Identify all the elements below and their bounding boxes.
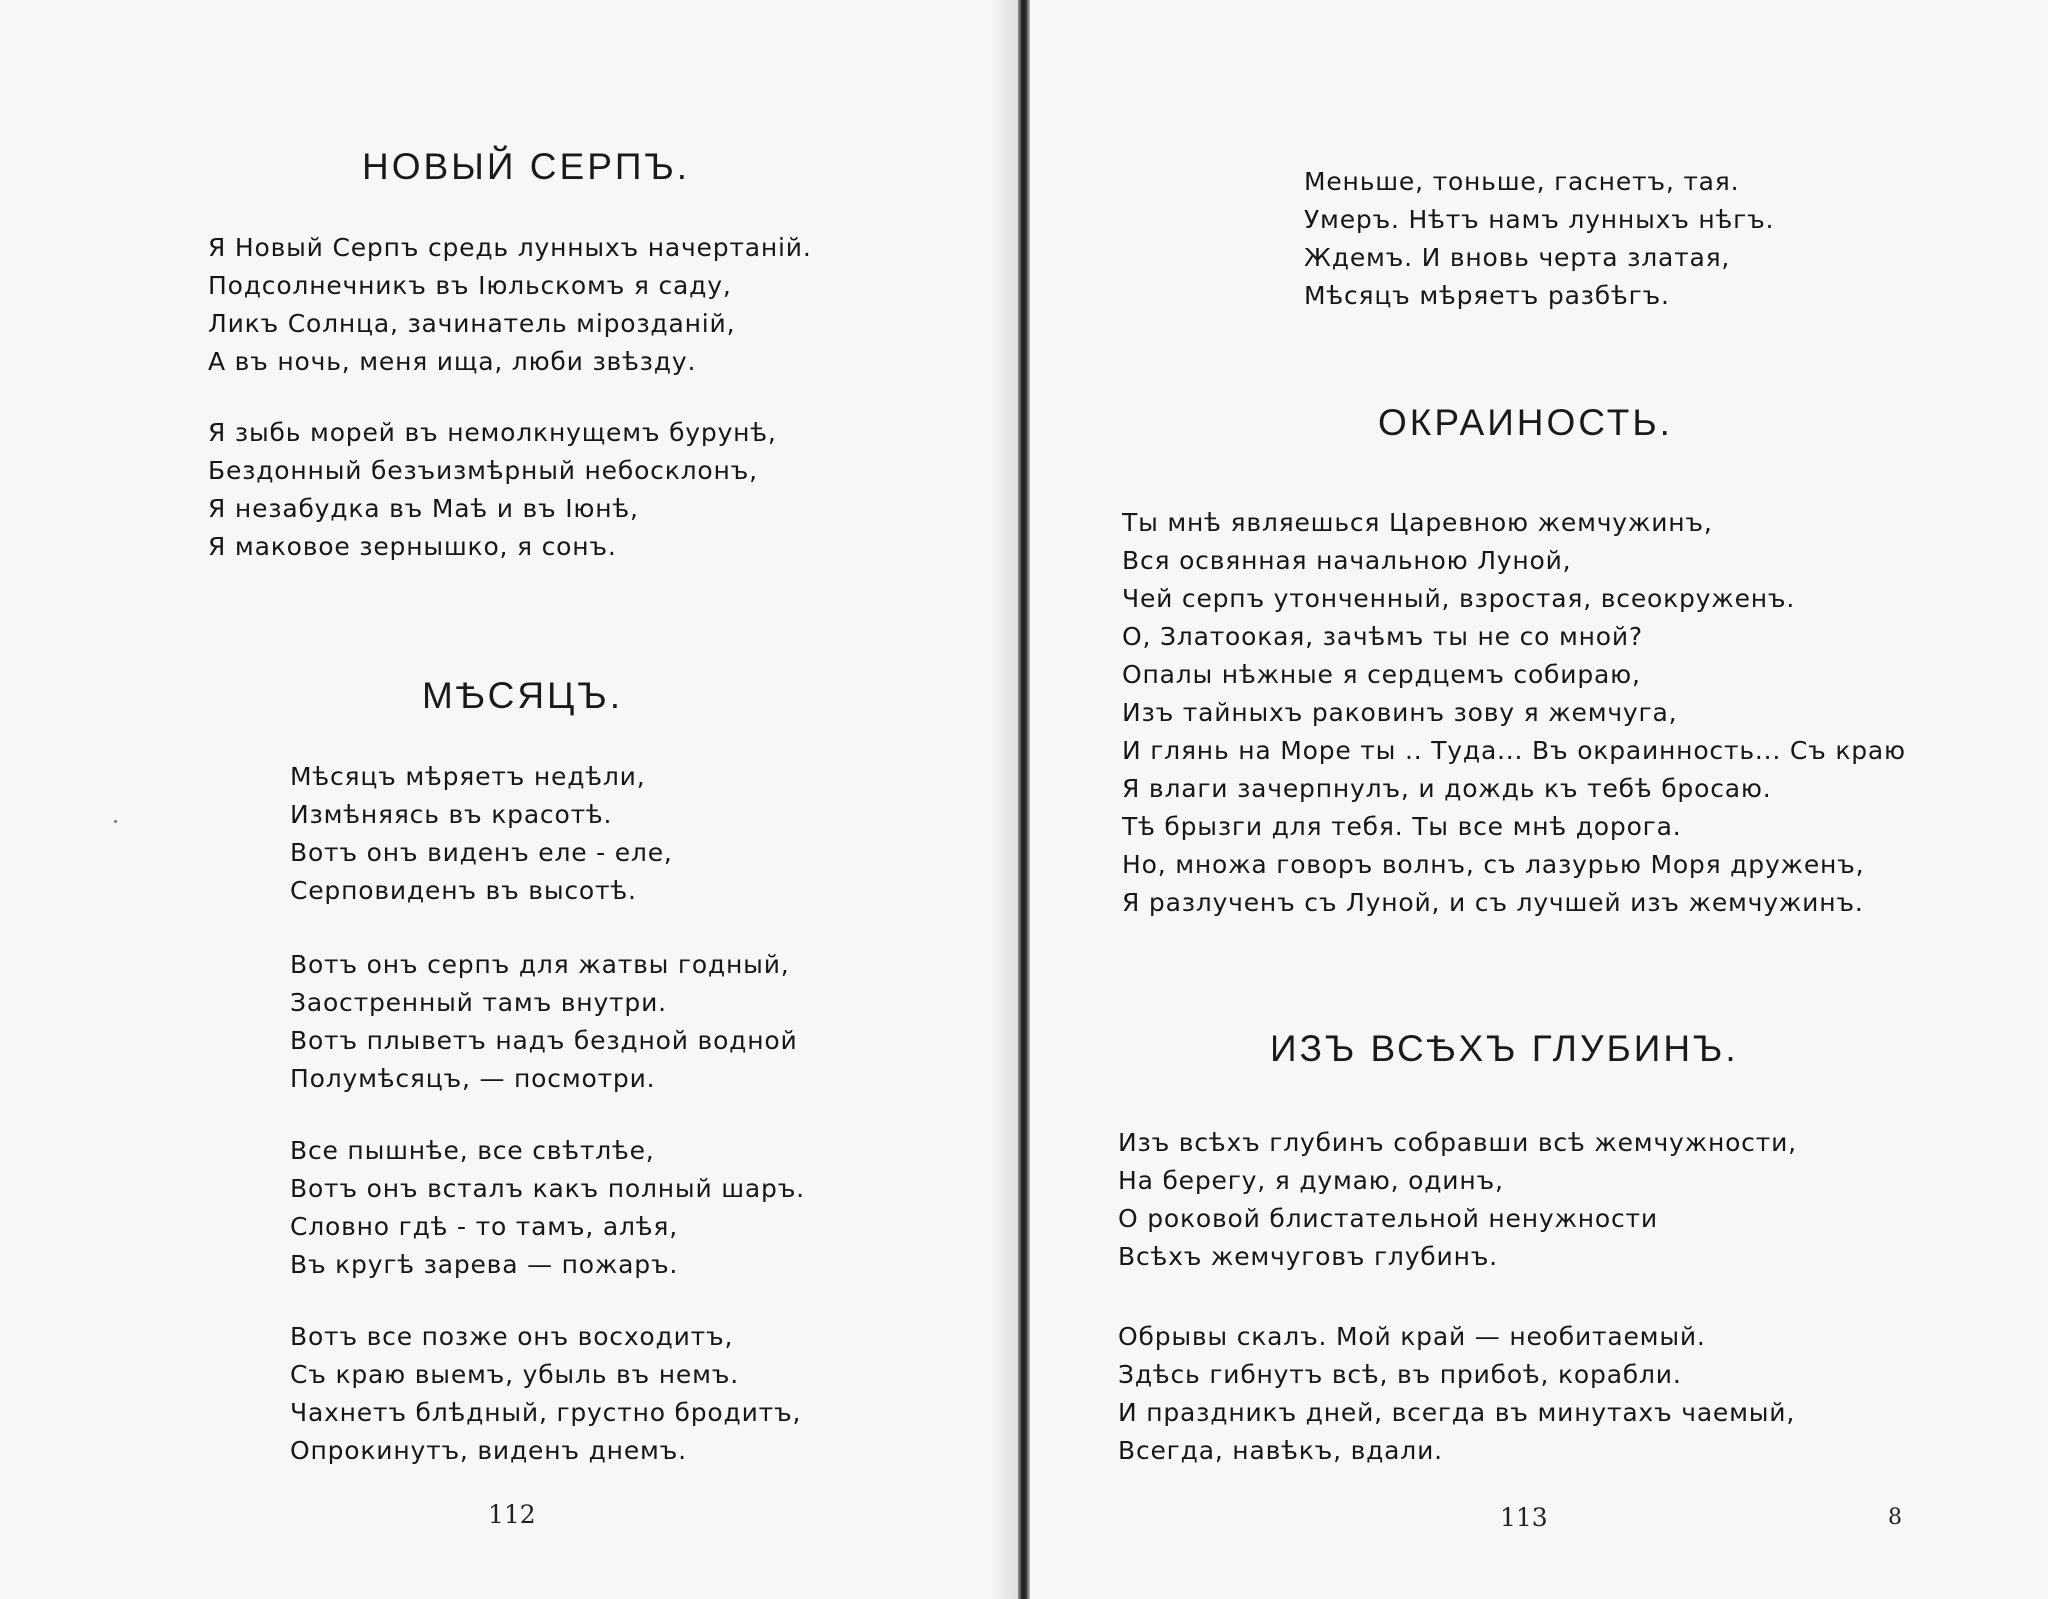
verse-line: О, Златоокая, зачѣмъ ты не со мной?: [1122, 622, 1643, 651]
stanza: [290, 758, 673, 910]
verse-line: Вся освянная начальною Луной,: [1122, 546, 1572, 575]
verse-line: Тѣ брызги для тебя. Ты все мнѣ дорога.: [1122, 812, 1682, 841]
verse-line: Умеръ. Нѣтъ намъ лунныхъ нѣгъ.: [1304, 205, 1775, 234]
stanza: [1118, 1124, 1797, 1276]
page-number: 112: [488, 1500, 536, 1529]
signature-mark: 8: [1888, 1505, 1902, 1530]
verse-line: Я влаги зачерпнулъ, и дождь къ тебѣ бросаю.: [1122, 774, 1772, 803]
verse-line: Бездонный безъизмѣрный небосклонъ,: [208, 456, 758, 485]
verse-line: Вотъ онъ виденъ еле - еле,: [290, 838, 673, 867]
verse-line: И глянь на Море ты .. Туда... Въ окраинность... Съ краю: [1122, 736, 1906, 765]
verse-line: Въ кругѣ зарева — пожаръ.: [290, 1250, 679, 1279]
verse-line: Всѣхъ жемчуговъ глубинъ.: [1118, 1242, 1498, 1271]
verse-line: Мѣсяцъ мѣряетъ разбѣгъ.: [1304, 281, 1670, 310]
stanza: [290, 1318, 801, 1470]
verse-line: Вотъ онъ всталъ какъ полный шаръ.: [290, 1174, 805, 1203]
verse-line: Я разлученъ съ Луной, и съ лучшей изъ жемчужинъ.: [1122, 888, 1864, 917]
verse-line: Полумѣсяцъ, — посмотри.: [290, 1064, 656, 1093]
verse-line: Изъ тайныхъ раковинъ зову я жемчуга,: [1122, 698, 1678, 727]
verse-line: Я маковое зернышко, я сонъ.: [208, 532, 617, 561]
stanza: [208, 229, 812, 381]
verse-line: Но, множа говоръ волнъ, съ лазурью Моря друженъ,: [1122, 850, 1865, 879]
verse-line: Измѣняясь въ красотѣ.: [290, 800, 613, 829]
verse-line: Я зыбь морей въ немолкнущемъ бурунѣ,: [208, 418, 777, 447]
verse-line: Все пышнѣе, все свѣтлѣе,: [290, 1136, 655, 1165]
poem-title-novyi-serp: НОВЫЙ СЕРПЪ.: [362, 146, 691, 187]
verse-line: Ты мнѣ являешься Царевною жемчужинъ,: [1122, 508, 1713, 537]
verse-line: Мѣсяцъ мѣряетъ недѣли,: [290, 762, 646, 791]
verse-line: Я Новый Серпъ средь лунныхъ начертаній.: [208, 233, 812, 262]
verse-line: Меньше, тоньше, гаснетъ, тая.: [1304, 167, 1740, 196]
right-page: [1030, 0, 2048, 1599]
verse-line: О роковой блистательной ненужности: [1118, 1204, 1658, 1233]
stanza: [1122, 504, 1906, 922]
gutter-shadow: [990, 0, 1018, 1599]
page-number: 113: [1500, 1503, 1548, 1532]
verse-line: Опрокинутъ, виденъ днемъ.: [290, 1436, 687, 1465]
book-gutter: [1018, 0, 1030, 1599]
stanza: [208, 414, 777, 566]
verse-line: И праздникъ дней, всегда въ минутахъ чаемый,: [1118, 1398, 1796, 1427]
verse-line: Ликъ Солнца, зачинатель мірозданій,: [208, 309, 736, 338]
verse-line: Подсолнечникъ въ Іюльскомъ я саду,: [208, 271, 732, 300]
stanza: [290, 946, 798, 1098]
stanza: [1118, 1318, 1795, 1470]
verse-line: Серповиденъ въ высотѣ.: [290, 876, 637, 905]
verse-line: Всегда, навѣкъ, вдали.: [1118, 1436, 1443, 1465]
verse-line: Вотъ онъ серпъ для жатвы годный,: [290, 950, 790, 979]
verse-line: Чей серпъ утонченный, взростая, всеокруженъ.: [1122, 584, 1796, 613]
verse-line: Словно гдѣ - то тамъ, алѣя,: [290, 1212, 678, 1241]
poem-title-mesyats: МѢСЯЦЪ.: [422, 675, 623, 716]
poem-title-okrainost: ОКРАИНОСТЬ.: [1378, 402, 1673, 443]
verse-line: На берегу, я думаю, одинъ,: [1118, 1166, 1504, 1195]
verse-line: Вотъ все позже онъ восходитъ,: [290, 1322, 734, 1351]
stanza: [1304, 163, 1774, 315]
verse-line: Изъ всѣхъ глубинъ собравши всѣ жемчужности,: [1118, 1128, 1797, 1157]
verse-line: Ждемъ. И вновь черта златая,: [1304, 243, 1731, 272]
verse-line: Заостренный тамъ внутри.: [290, 988, 667, 1017]
left-page: [0, 0, 1018, 1599]
verse-line: Здѣсь гибнутъ всѣ, въ прибоѣ, корабли.: [1118, 1360, 1682, 1389]
scan-speck: [114, 820, 117, 823]
verse-line: Вотъ плыветъ надъ бездной водной: [290, 1026, 798, 1055]
poem-title-iz-vsekh-glubin: ИЗЪ ВСѢХЪ ГЛУБИНЪ.: [1270, 1028, 1739, 1069]
verse-line: Опалы нѣжные я сердцемъ собираю,: [1122, 660, 1641, 689]
verse-line: А въ ночь, меня ища, люби звѣзду.: [208, 347, 697, 376]
verse-line: Я незабудка въ Маѣ и въ Іюнѣ,: [208, 494, 639, 523]
verse-line: Обрывы скалъ. Мой край — необитаемый.: [1118, 1322, 1706, 1351]
verse-line: Чахнетъ блѣдный, грустно бродитъ,: [290, 1398, 802, 1427]
stanza: [290, 1132, 805, 1284]
verse-line: Съ краю выемъ, убыль въ немъ.: [290, 1360, 739, 1389]
